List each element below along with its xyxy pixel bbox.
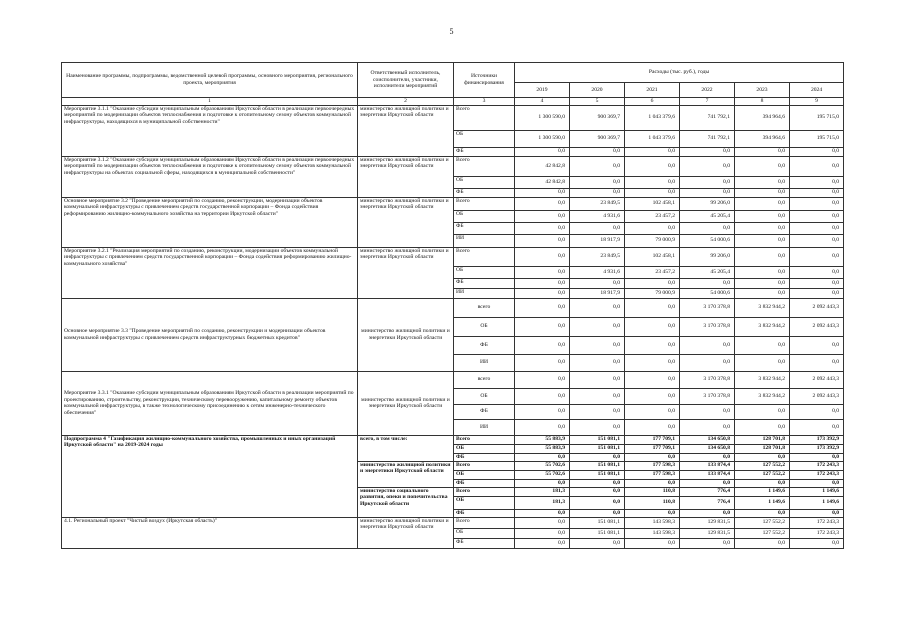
value-cell: 54 000,6 — [680, 234, 735, 247]
table-row — [62, 247, 844, 266]
value-cell: 0,0 — [570, 487, 625, 496]
value-cell: 151 081,1 — [570, 435, 625, 444]
value-cell: 1 300 590,0 — [515, 105, 570, 130]
measure-name: Мероприятие 3.1.2 "Оказание субсидии муниципальным образованиям Иркутской области в реализации первоочередных мероприятий по модернизации объектов теплоснабжения и подготовке к отопительному сезону объектов коммунальной инфраструктуры на объектах социальной сферы, находящихся в муниципальной собственности" — [62, 156, 358, 197]
value-cell: 23 457,2 — [625, 266, 680, 278]
col-number: 1 — [62, 98, 358, 106]
value-cell: 0,0 — [570, 509, 625, 517]
value-cell: 741 792,1 — [680, 105, 735, 130]
value-cell: 0,0 — [680, 404, 735, 419]
value-cell: 0,0 — [570, 188, 625, 197]
value-cell: 394 964,6 — [735, 105, 790, 130]
source-cell: ФБ — [454, 336, 515, 354]
value-cell: 0,0 — [735, 210, 790, 222]
value-cell: 0,0 — [625, 176, 680, 188]
value-cell: 0,0 — [515, 538, 570, 548]
value-cell: 0,0 — [625, 453, 680, 461]
value-cell: 172 243,3 — [790, 528, 844, 538]
value-cell: 0,0 — [515, 528, 570, 538]
header-executor: Ответственный исполнитель, соисполнители, участники, исполнители мероприятий — [358, 63, 454, 98]
source-cell: ИИ — [454, 288, 515, 298]
source-cell: ОБ — [454, 130, 515, 147]
page-number: 5 — [449, 27, 454, 36]
value-cell: 0,0 — [625, 317, 680, 336]
value-cell: 3 170 378,8 — [680, 388, 735, 404]
value-cell: 0,0 — [570, 156, 625, 176]
value-cell: 0,0 — [515, 336, 570, 354]
value-cell: 0,0 — [680, 538, 735, 548]
value-cell: 55 883,9 — [515, 435, 570, 444]
value-cell: 0,0 — [515, 288, 570, 298]
value-cell: 23 457,2 — [625, 210, 680, 222]
value-cell: 102 458,1 — [625, 197, 680, 210]
value-cell: 128 701,8 — [735, 435, 790, 444]
value-cell: 900 369,7 — [570, 130, 625, 147]
value-cell: 133 874,4 — [680, 461, 735, 470]
source-cell: ФБ — [454, 538, 515, 548]
value-cell: 0,0 — [790, 197, 844, 210]
value-cell: 0,0 — [515, 419, 570, 435]
value-cell: 0,0 — [680, 222, 735, 234]
source-cell: ИИ — [454, 419, 515, 435]
value-cell: 0,0 — [735, 404, 790, 419]
source-cell: ОБ — [454, 317, 515, 336]
value-cell: 0,0 — [735, 188, 790, 197]
value-cell: 0,0 — [790, 404, 844, 419]
value-cell: 110,8 — [625, 496, 680, 509]
value-cell: 0,0 — [570, 538, 625, 548]
value-cell: 0,0 — [735, 247, 790, 266]
source-cell: ОБ — [454, 210, 515, 222]
value-cell: 0,0 — [515, 388, 570, 404]
table-row — [62, 197, 844, 210]
expenses-table — [61, 62, 844, 549]
value-cell: 0,0 — [570, 419, 625, 435]
value-cell: 133 874,4 — [680, 470, 735, 479]
value-cell: 0,0 — [515, 147, 570, 156]
value-cell: 99 206,0 — [680, 247, 735, 266]
value-cell: 3 832 944,2 — [735, 388, 790, 404]
value-cell: 0,0 — [570, 404, 625, 419]
header-year: 2020 — [570, 83, 625, 98]
value-cell: 0,0 — [735, 156, 790, 176]
value-cell: 177 709,1 — [625, 444, 680, 453]
value-cell: 0,0 — [680, 188, 735, 197]
value-cell: 0,0 — [515, 188, 570, 197]
value-cell: 0,0 — [515, 197, 570, 210]
value-cell: 0,0 — [680, 336, 735, 354]
value-cell: 0,0 — [735, 266, 790, 278]
value-cell: 741 792,1 — [680, 130, 735, 147]
value-cell: 0,0 — [680, 354, 735, 371]
value-cell: 0,0 — [680, 453, 735, 461]
value-cell: 394 964,6 — [735, 130, 790, 147]
executor-name: министерство жилищной политики и энергетики Иркутской области — [358, 371, 454, 435]
value-cell: 23 849,5 — [570, 197, 625, 210]
value-cell: 0,0 — [680, 419, 735, 435]
value-cell: 0,0 — [515, 453, 570, 461]
value-cell: 0,0 — [625, 147, 680, 156]
value-cell: 0,0 — [735, 222, 790, 234]
measure-name: Основное мероприятие 3.3 "Проведение мероприятий по созданию, реконструкции и модернизации объектов коммунальной инфраструктуры с привлечением средств инфраструктурных бюджетных кредитов" — [62, 298, 358, 371]
source-cell: ФБ — [454, 453, 515, 461]
value-cell: 0,0 — [735, 336, 790, 354]
value-cell: 1 043 379,6 — [625, 105, 680, 130]
value-cell: 0,0 — [735, 509, 790, 517]
value-cell: 1 149,6 — [790, 487, 844, 496]
value-cell: 134 650,8 — [680, 444, 735, 453]
value-cell: 79 000,9 — [625, 288, 680, 298]
source-cell: ФБ — [454, 278, 515, 288]
value-cell: 151 081,1 — [570, 444, 625, 453]
value-cell: 0,0 — [570, 147, 625, 156]
value-cell: 900 369,7 — [570, 105, 625, 130]
value-cell: 0,0 — [570, 371, 625, 388]
source-cell: ФБ — [454, 509, 515, 517]
value-cell: 0,0 — [790, 538, 844, 548]
header-name: Наименование программы, подпрограммы, ведомственной целевой программы, основного мероприятия, регионального проекта, мероприятия — [62, 63, 358, 98]
executor-name: министерство жилищной политики и энергетики Иркутской области — [358, 247, 454, 298]
source-cell: ОБ — [454, 444, 515, 453]
measure-name: Основное мероприятие 3.2 "Проведение мероприятий по созданию, реконструкции, модернизации объектов коммунальной инфраструктуры с привлечением средств государственной корпорации – Фонда содействия реформированию жилищно-коммунального хозяйства на территории Иркутской области" — [62, 197, 358, 247]
value-cell: 0,0 — [790, 419, 844, 435]
value-cell: 0,0 — [625, 479, 680, 487]
value-cell: 0,0 — [790, 210, 844, 222]
source-cell: ОБ — [454, 470, 515, 479]
value-cell: 0,0 — [515, 404, 570, 419]
executor-name: министерство жилищной политики и энергетики Иркутской области — [358, 298, 454, 371]
value-cell: 0,0 — [625, 298, 680, 317]
table-row — [62, 517, 844, 528]
source-cell: Всего — [454, 517, 515, 528]
executor-name: министерство жилищной политики и энергетики Иркутской области — [358, 156, 454, 197]
measure-name: Мероприятие 3.3.1 "Оказание субсидии муниципальным образованиям Иркутской области в реализации мероприятий по проектированию, строительству, реконструкции, техническому перевооружению, капитальному ремонту объектов коммунальной инфраструктуры, в также технологическому присоединению к сетям инженерно-технического обеспечения" — [62, 371, 358, 435]
value-cell: 143 598,3 — [625, 528, 680, 538]
value-cell: 79 000,9 — [625, 234, 680, 247]
value-cell: 102 458,1 — [625, 247, 680, 266]
source-cell: Всего — [454, 435, 515, 444]
header-year: 2023 — [735, 83, 790, 98]
table-row — [62, 435, 844, 444]
value-cell: 0,0 — [735, 176, 790, 188]
source-cell: Всего — [454, 105, 515, 130]
value-cell: 0,0 — [570, 453, 625, 461]
value-cell: 1 149,6 — [735, 496, 790, 509]
value-cell: 0,0 — [680, 156, 735, 176]
value-cell: 0,0 — [515, 278, 570, 288]
value-cell: 3 170 378,8 — [680, 371, 735, 388]
executor-name: министерство жилищной политики и энергетики Иркутской области — [358, 461, 454, 487]
value-cell: 0,0 — [735, 538, 790, 548]
value-cell: 0,0 — [515, 234, 570, 247]
value-cell: 0,0 — [570, 479, 625, 487]
value-cell: 151 081,1 — [570, 470, 625, 479]
value-cell: 0,0 — [790, 479, 844, 487]
source-cell: всего — [454, 371, 515, 388]
value-cell: 0,0 — [735, 147, 790, 156]
value-cell: 23 849,5 — [570, 247, 625, 266]
value-cell: 55 702,6 — [515, 470, 570, 479]
executor-name: всего, в том числе: — [358, 435, 454, 461]
value-cell: 173 392,9 — [790, 435, 844, 444]
value-cell: 0,0 — [735, 479, 790, 487]
value-cell: 0,0 — [735, 288, 790, 298]
value-cell: 0,0 — [570, 336, 625, 354]
measure-name: Мероприятие 3.1.1 "Оказание субсидии муниципальным образованиям Иркутской области в реализации первоочередных мероприятий по модернизации объектов теплоснабжения и подготовке к отопительному сезону объектов коммунальной инфраструктуры, находящихся в муниципальной собственности" — [62, 105, 358, 156]
value-cell: 0,0 — [570, 298, 625, 317]
value-cell: 0,0 — [735, 453, 790, 461]
value-cell: 128 701,8 — [735, 444, 790, 453]
value-cell: 172 243,3 — [790, 517, 844, 528]
value-cell: 42 842,8 — [515, 156, 570, 176]
source-cell: ОБ — [454, 496, 515, 509]
source-cell: Всего — [454, 461, 515, 470]
header-year: 2024 — [790, 83, 844, 98]
value-cell: 0,0 — [790, 278, 844, 288]
source-cell: ФБ — [454, 222, 515, 234]
value-cell: 0,0 — [625, 222, 680, 234]
source-cell: ИИ — [454, 354, 515, 371]
value-cell: 0,0 — [735, 234, 790, 247]
value-cell: 173 392,9 — [790, 444, 844, 453]
value-cell: 127 552,2 — [735, 517, 790, 528]
col-number: 2 — [358, 98, 454, 106]
value-cell: 0,0 — [680, 278, 735, 288]
value-cell: 0,0 — [625, 404, 680, 419]
table-row — [62, 298, 844, 317]
executor-name: министерство жилищной политики и энергетики Иркутской области — [358, 197, 454, 247]
source-cell: Всего — [454, 197, 515, 210]
source-cell: всего — [454, 298, 515, 317]
value-cell: 0,0 — [790, 188, 844, 197]
value-cell: 0,0 — [790, 453, 844, 461]
value-cell: 1 043 379,6 — [625, 130, 680, 147]
table-row — [62, 156, 844, 176]
value-cell: 0,0 — [515, 371, 570, 388]
value-cell: 0,0 — [570, 496, 625, 509]
value-cell: 55 883,9 — [515, 444, 570, 453]
executor-name: министерство жилищной политики и энергетики Иркутской области — [358, 105, 454, 156]
value-cell: 3 832 944,2 — [735, 317, 790, 336]
value-cell: 0,0 — [735, 197, 790, 210]
value-cell: 0,0 — [515, 317, 570, 336]
value-cell: 127 552,2 — [735, 461, 790, 470]
value-cell: 129 831,5 — [680, 528, 735, 538]
value-cell: 18 917,9 — [570, 234, 625, 247]
col-number: 9 — [790, 98, 844, 106]
value-cell: 0,0 — [570, 388, 625, 404]
value-cell: 0,0 — [790, 222, 844, 234]
header-expenses: Расходы (тыс. руб.), годы — [515, 63, 844, 83]
value-cell: 0,0 — [790, 176, 844, 188]
project-name: 4.1. Региональный проект "Чистый воздух (Иркутская область)" — [62, 517, 358, 548]
value-cell: 45 205,4 — [680, 266, 735, 278]
value-cell: 0,0 — [570, 278, 625, 288]
source-cell: Всего — [454, 156, 515, 176]
value-cell: 0,0 — [625, 188, 680, 197]
value-cell: 110,8 — [625, 487, 680, 496]
value-cell: 181,3 — [515, 496, 570, 509]
value-cell: 0,0 — [790, 288, 844, 298]
value-cell: 2 092 443,3 — [790, 388, 844, 404]
value-cell: 4 931,6 — [570, 210, 625, 222]
col-number: 5 — [570, 98, 625, 106]
value-cell: 0,0 — [515, 517, 570, 528]
col-number: 3 — [454, 98, 515, 106]
value-cell: 18 917,9 — [570, 288, 625, 298]
value-cell: 0,0 — [570, 317, 625, 336]
value-cell: 54 000,6 — [680, 288, 735, 298]
value-cell: 45 205,4 — [680, 210, 735, 222]
value-cell: 3 832 944,2 — [735, 371, 790, 388]
value-cell: 0,0 — [515, 210, 570, 222]
col-number: 7 — [680, 98, 735, 106]
value-cell: 0,0 — [570, 222, 625, 234]
value-cell: 1 149,6 — [735, 487, 790, 496]
value-cell: 0,0 — [515, 222, 570, 234]
subprogram-name: Подпрограмма 4 "Газификация жилищно-коммунального хозяйства, промышленных и иных организаций Иркутской области" на 2019-2024 годы — [62, 435, 358, 517]
value-cell: 99 206,0 — [680, 197, 735, 210]
value-cell: 3 832 944,2 — [735, 298, 790, 317]
value-cell: 776,4 — [680, 487, 735, 496]
header-year: 2019 — [515, 83, 570, 98]
table-row — [62, 105, 844, 130]
source-cell: ИИ — [454, 234, 515, 247]
col-number: 4 — [515, 98, 570, 106]
source-cell: ФБ — [454, 404, 515, 419]
value-cell: 0,0 — [570, 354, 625, 371]
value-cell: 0,0 — [625, 509, 680, 517]
value-cell: 2 092 443,3 — [790, 298, 844, 317]
measure-name: Мероприятие 3.2.1 "Реализация мероприятий по созданию, реконструкции, модернизации объектов коммунальной инфраструктуры с привлечением средств государственной корпорации – Фонда содействия реформированию жилищно-коммунального хозяйства" — [62, 247, 358, 298]
value-cell: 0,0 — [625, 336, 680, 354]
source-cell: ОБ — [454, 388, 515, 404]
value-cell: 0,0 — [735, 278, 790, 288]
value-cell: 195 715,0 — [790, 130, 844, 147]
value-cell: 0,0 — [515, 247, 570, 266]
value-cell: 0,0 — [680, 176, 735, 188]
value-cell: 0,0 — [625, 156, 680, 176]
value-cell: 0,0 — [735, 354, 790, 371]
value-cell: 0,0 — [735, 419, 790, 435]
value-cell: 127 552,2 — [735, 470, 790, 479]
value-cell: 0,0 — [625, 388, 680, 404]
value-cell: 195 715,0 — [790, 105, 844, 130]
value-cell: 134 650,8 — [680, 435, 735, 444]
value-cell: 2 092 443,3 — [790, 317, 844, 336]
source-cell: ОБ — [454, 176, 515, 188]
value-cell: 0,0 — [625, 371, 680, 388]
value-cell: 4 931,6 — [570, 266, 625, 278]
value-cell: 0,0 — [515, 479, 570, 487]
value-cell: 0,0 — [625, 278, 680, 288]
value-cell: 0,0 — [625, 538, 680, 548]
value-cell: 2 092 443,3 — [790, 371, 844, 388]
value-cell: 0,0 — [790, 266, 844, 278]
value-cell: 776,4 — [680, 496, 735, 509]
executor-name: министерство социального развития, опеки и попечительства Иркутской области — [358, 487, 454, 517]
value-cell: 127 552,2 — [735, 528, 790, 538]
value-cell: 177 598,3 — [625, 461, 680, 470]
source-cell: ОБ — [454, 266, 515, 278]
value-cell: 151 081,1 — [570, 461, 625, 470]
value-cell: 0,0 — [790, 247, 844, 266]
source-cell: ОБ — [454, 528, 515, 538]
value-cell: 0,0 — [790, 509, 844, 517]
value-cell: 143 598,3 — [625, 517, 680, 528]
value-cell: 172 243,3 — [790, 461, 844, 470]
value-cell: 0,0 — [570, 176, 625, 188]
value-cell: 181,3 — [515, 487, 570, 496]
value-cell: 0,0 — [680, 479, 735, 487]
value-cell: 0,0 — [790, 354, 844, 371]
source-cell: ФБ — [454, 188, 515, 197]
col-number: 6 — [625, 98, 680, 106]
value-cell: 0,0 — [515, 266, 570, 278]
value-cell: 55 702,6 — [515, 461, 570, 470]
source-cell: ФБ — [454, 147, 515, 156]
value-cell: 42 842,8 — [515, 176, 570, 188]
value-cell: 177 709,1 — [625, 435, 680, 444]
value-cell: 0,0 — [790, 156, 844, 176]
value-cell: 177 598,3 — [625, 470, 680, 479]
source-cell: Всего — [454, 487, 515, 496]
value-cell: 3 170 378,8 — [680, 298, 735, 317]
value-cell: 0,0 — [790, 234, 844, 247]
value-cell: 0,0 — [625, 354, 680, 371]
table-row — [62, 371, 844, 388]
value-cell: 0,0 — [680, 147, 735, 156]
value-cell: 3 170 378,8 — [680, 317, 735, 336]
source-cell: Всего — [454, 247, 515, 266]
value-cell: 0,0 — [515, 354, 570, 371]
value-cell: 151 081,1 — [570, 528, 625, 538]
value-cell: 1 300 590,0 — [515, 130, 570, 147]
header-year: 2022 — [680, 83, 735, 98]
value-cell: 0,0 — [515, 298, 570, 317]
value-cell: 0,0 — [790, 147, 844, 156]
value-cell: 151 081,1 — [570, 517, 625, 528]
col-number: 8 — [735, 98, 790, 106]
value-cell: 129 831,5 — [680, 517, 735, 528]
value-cell: 0,0 — [790, 336, 844, 354]
source-cell: ФБ — [454, 479, 515, 487]
value-cell: 172 243,3 — [790, 470, 844, 479]
executor-name: министерство жилищной политики и энергетики Иркутской области — [358, 517, 454, 548]
value-cell: 0,0 — [680, 509, 735, 517]
value-cell: 1 149,6 — [790, 496, 844, 509]
header-year: 2021 — [625, 83, 680, 98]
header-source: Источники финансирования — [454, 63, 515, 98]
value-cell: 0,0 — [625, 419, 680, 435]
value-cell: 0,0 — [515, 509, 570, 517]
